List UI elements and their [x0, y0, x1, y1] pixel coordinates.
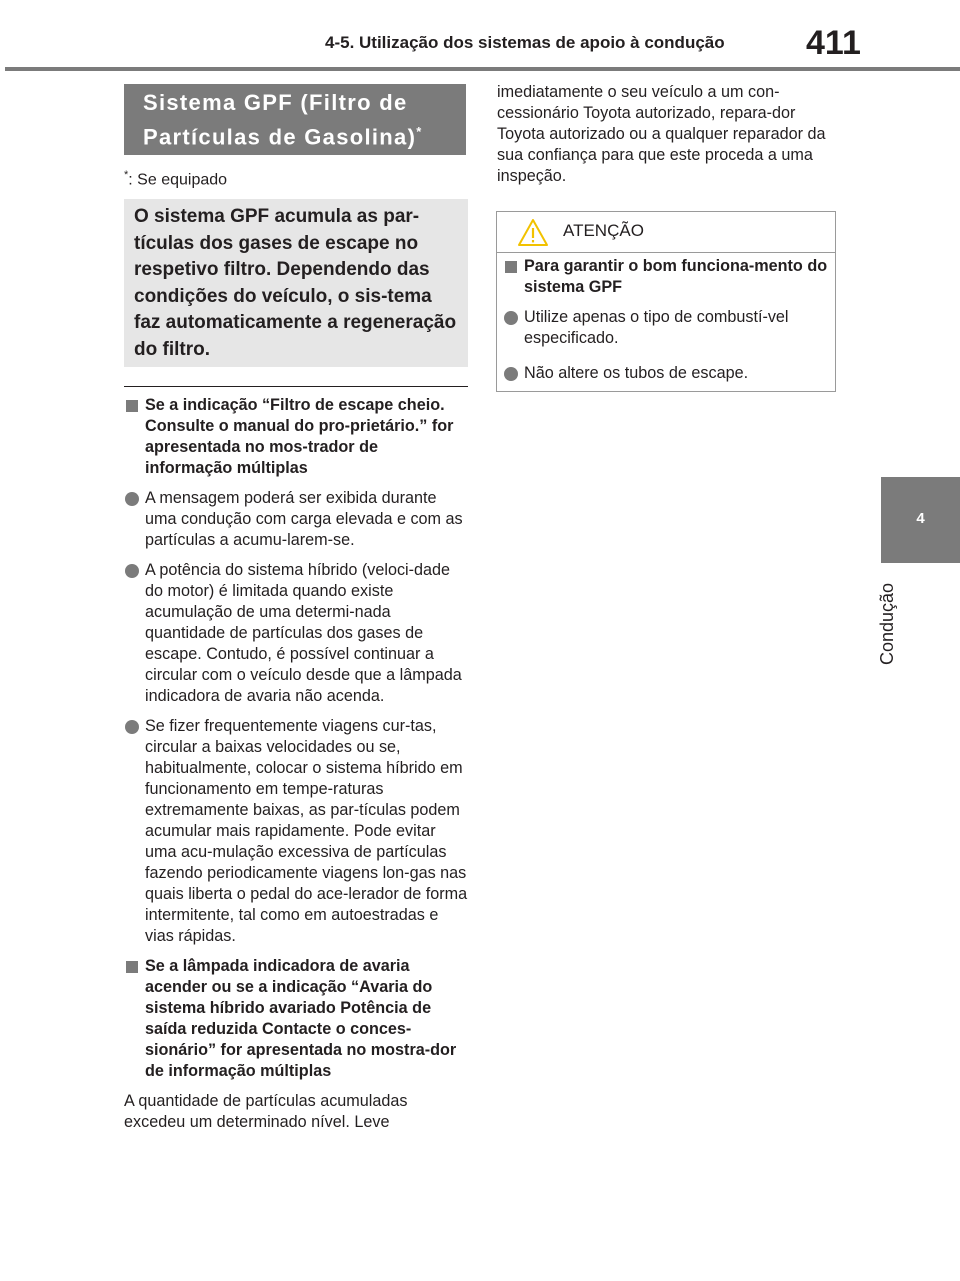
- caution-box: [496, 211, 836, 392]
- section-title-line2: Partículas de Gasolina): [143, 124, 417, 150]
- paragraph: A quantidade de partículas acumuladas excedeu um determinado nível. Leve: [124, 1092, 408, 1131]
- chapter-title: 4-5. Utilização dos sistemas de apoio à condução: [325, 33, 725, 52]
- chapter-tab-number: 4: [916, 510, 925, 527]
- subheading-text: Se a lâmpada indicadora de avaria acender ou se a indicação “Avaria do sistema híbrido avariado Potência de saída reduzida Contacte o conces-sionário” for apresentada no mostra-dor de informação múltiplas: [145, 957, 457, 1080]
- right-column: [497, 82, 842, 187]
- summary-box: [124, 199, 468, 367]
- circle-bullet-icon: [504, 311, 518, 325]
- section-title-box: [124, 84, 466, 155]
- footnote-marker: *: [416, 124, 423, 139]
- footnote: [124, 169, 227, 189]
- list-item: [124, 488, 469, 551]
- list-item-text: Não altere os tubos de escape.: [524, 364, 749, 382]
- footnote-asterisk: *: [124, 169, 129, 181]
- list-item-text: Utilize apenas o tipo de combustí-vel especificado.: [524, 308, 789, 347]
- list-item: [124, 716, 469, 947]
- list-item: [503, 307, 829, 349]
- square-bullet-icon: [505, 261, 517, 273]
- list-item: [124, 560, 469, 707]
- chapter-tab: [881, 477, 960, 563]
- left-column: [124, 395, 469, 1133]
- circle-bullet-icon: [125, 564, 139, 578]
- caution-subheading: [503, 256, 829, 298]
- header-divider: [5, 67, 960, 71]
- subheading-malfunction: [124, 956, 469, 1082]
- section-divider: [124, 386, 468, 387]
- list-item-text: Se fizer frequentemente viagens cur-tas, circular a baixas velocidades ou se, habitualmente, colocar o sistema híbrido em funcionamento em tempe-raturas extremamente baixas, as par-tículas podem acumular mais rapidamente. Pode evitar uma acu-mulação excessiva de partículas fazendo periodicamente viagens lon-gas nas quais liberta o pedal do ace-lerador de forma intermitente, tal como em autoestradas e vias rápidas.: [145, 717, 468, 945]
- caution-subheading-text: Para garantir o bom funciona-mento do sistema GPF: [524, 257, 828, 296]
- subheading-text: Se a indicação “Filtro de escape cheio. Consulte o manual do pro-prietário.” for apresentada no mos-trador de informação múltiplas: [145, 396, 454, 477]
- square-bullet-icon: [126, 400, 138, 412]
- subheading-filter-full: [124, 395, 469, 479]
- warning-triangle-icon: [517, 218, 549, 247]
- paragraph-continued: imediatamente o seu veículo a um con-cessionário Toyota autorizado, repara-dor Toyota autorizado ou a qualquer reparador da sua confiança para que este proceda a uma inspeção.: [497, 83, 826, 185]
- circle-bullet-icon: [504, 367, 518, 381]
- chapter-tab-label: Condução: [877, 582, 897, 666]
- circle-bullet-icon: [125, 492, 139, 506]
- summary-text: O sistema GPF acumula as par-tículas dos gases de escape no respetivo filtro. Dependendo das condições do veículo, o sis-tema faz automaticamente a regeneração do filtro.: [134, 206, 457, 360]
- footnote-text: : Se equipado: [128, 171, 228, 189]
- caution-header: [497, 212, 835, 253]
- square-bullet-icon: [126, 961, 138, 973]
- section-title: [143, 88, 463, 151]
- page-number: 411: [806, 24, 861, 62]
- list-item-text: A mensagem poderá ser exibida durante uma condução com carga elevada e com as partículas a acumu-larem-se.: [145, 489, 463, 549]
- section-title-line1: Sistema GPF (Filtro de: [143, 90, 408, 115]
- circle-bullet-icon: [125, 720, 139, 734]
- list-item: [503, 363, 829, 384]
- caution-title: ATENÇÃO: [563, 221, 644, 240]
- list-item-text: A potência do sistema híbrido (veloci-dade do motor) é limitada quando existe acumulação de uma determi-nada quantidade de partículas dos gases de escape. Contudo, é possível continuar a circular com o veículo desde que a lâmpada indicadora de avaria não acenda.: [145, 561, 462, 705]
- caution-body: [503, 256, 829, 393]
